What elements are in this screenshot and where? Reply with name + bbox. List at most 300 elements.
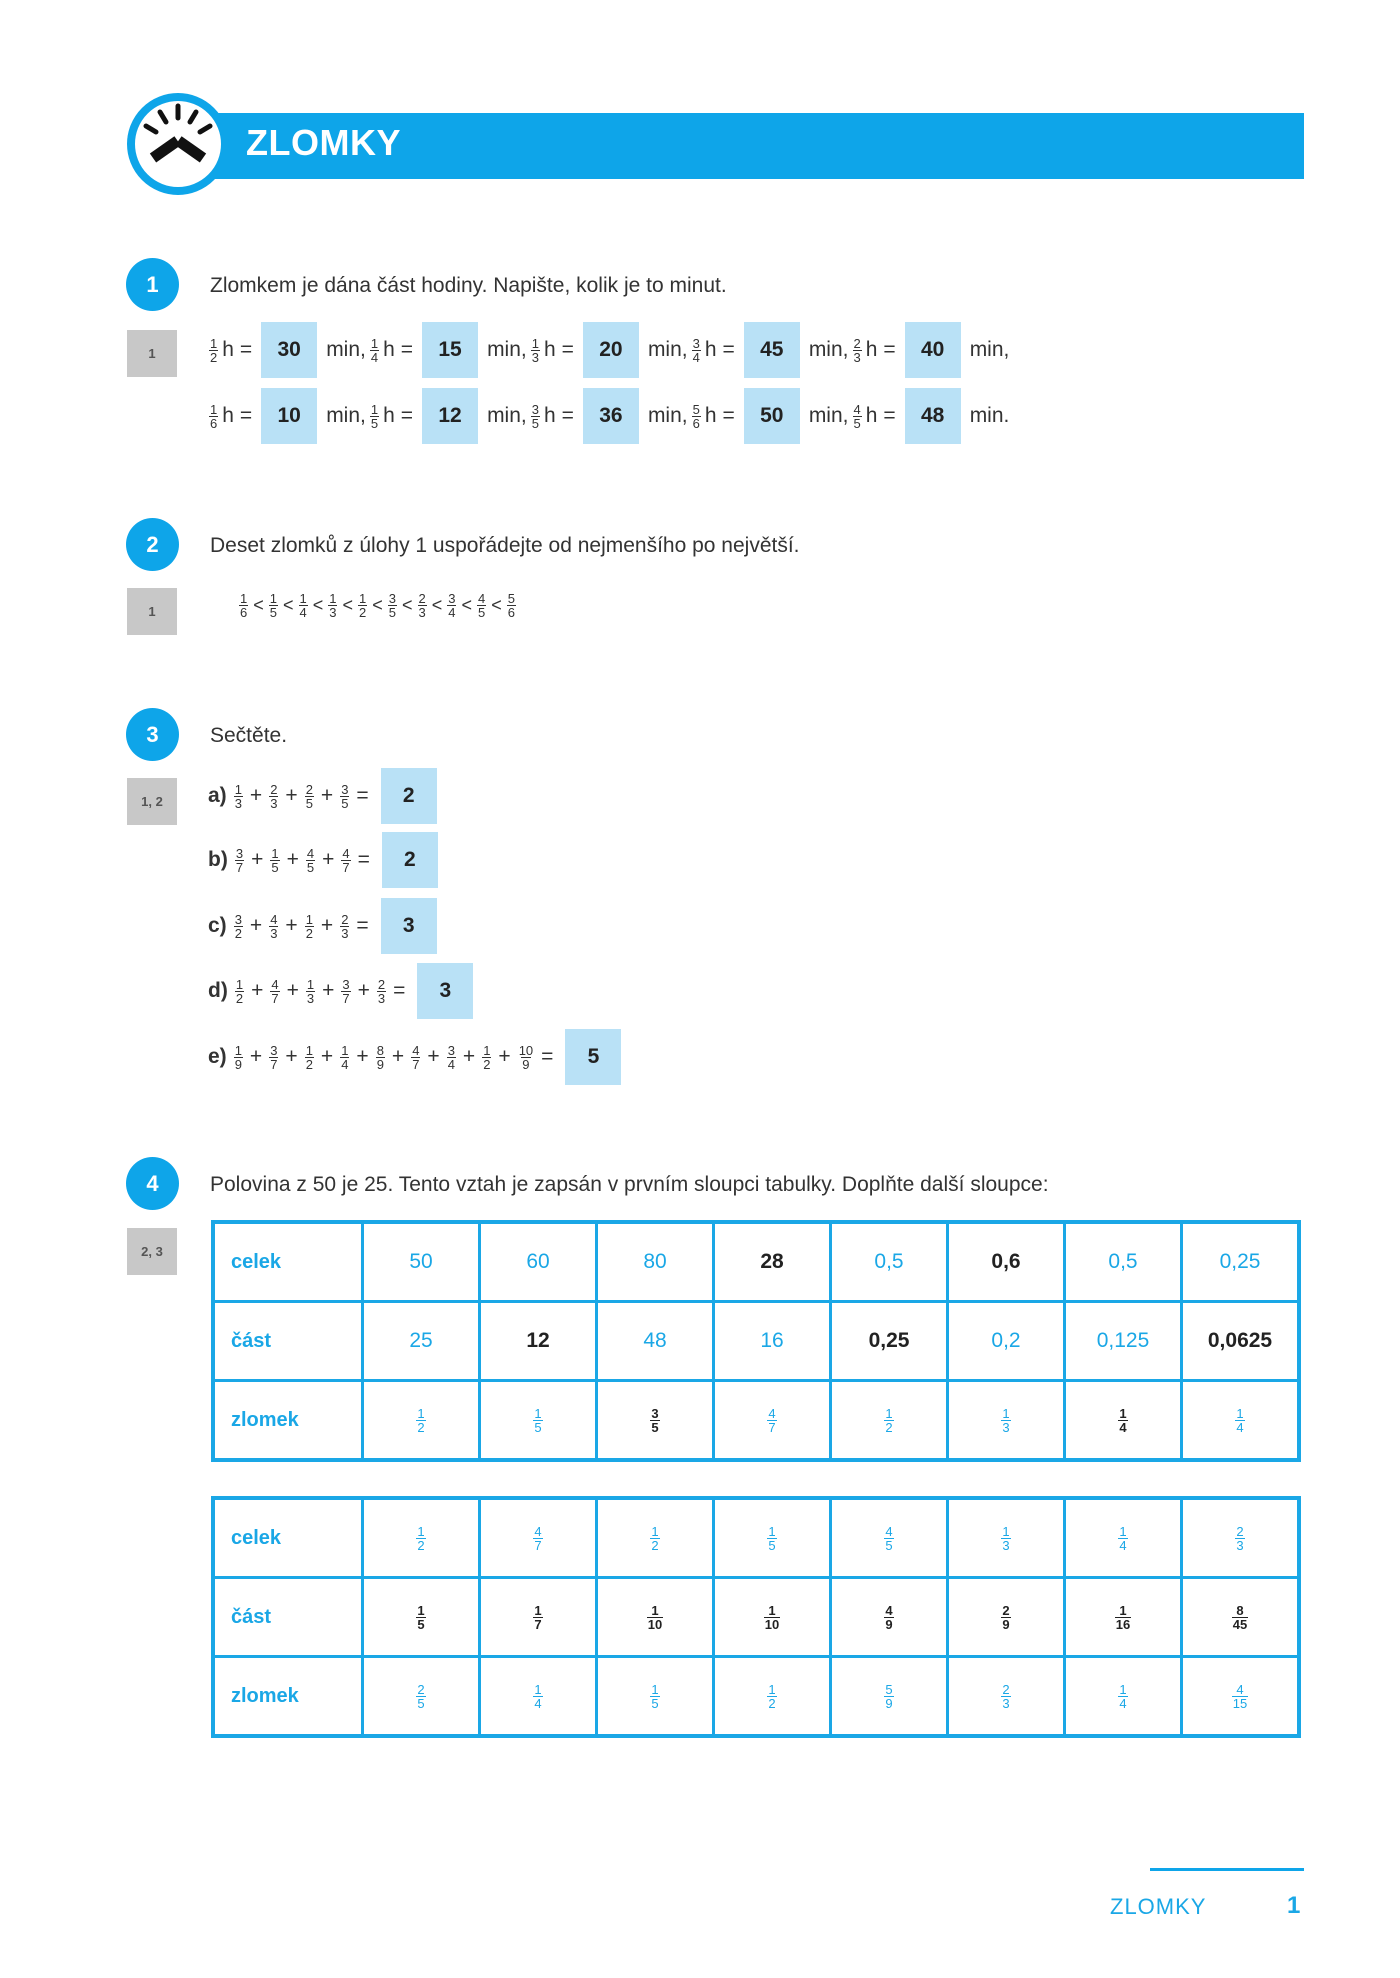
numerator: 2 <box>270 781 278 797</box>
less-than-sign: < <box>401 595 413 615</box>
table-cell <box>1182 1498 1300 1578</box>
task-1-row-1 <box>208 322 1012 378</box>
cell-fraction <box>533 1604 542 1631</box>
numerator: 1 <box>235 976 244 992</box>
cell-fraction <box>1001 1604 1010 1631</box>
numerator: 1 <box>305 911 313 927</box>
sum-row <box>208 768 443 824</box>
task-1-number: 1 <box>126 258 179 311</box>
plus-sign: + <box>320 914 334 937</box>
denominator: 7 <box>342 990 350 1006</box>
unit-label: h <box>704 404 717 427</box>
numerator: 4 <box>768 1405 776 1421</box>
answer-minutes: 40 <box>905 322 961 378</box>
numerator: 1 <box>768 1681 776 1697</box>
task-1-row-2 <box>208 388 1012 444</box>
sum-label: a) <box>208 784 227 807</box>
cell-fraction <box>647 1604 663 1631</box>
table-cell <box>480 1498 597 1578</box>
numerator: 1 <box>1119 1681 1127 1697</box>
denominator: 5 <box>370 415 379 431</box>
numerator: 1 <box>210 335 218 351</box>
table-cell <box>1182 1657 1300 1737</box>
unit-label: h <box>222 338 234 361</box>
denominator: 5 <box>271 859 279 875</box>
plus-sign: + <box>249 1045 263 1068</box>
hour-fraction <box>209 403 218 430</box>
numerator: 10 <box>518 1042 534 1058</box>
denominator: 9 <box>1002 1616 1010 1632</box>
denominator: 2 <box>305 925 313 941</box>
table-row <box>213 1222 1299 1302</box>
equals-sign: = <box>883 338 896 361</box>
page-number: 1 <box>1287 1892 1301 1919</box>
numerator: 1 <box>417 1405 425 1421</box>
hour-fraction <box>209 337 218 364</box>
addend-fraction <box>377 978 386 1005</box>
equals-sign: = <box>393 979 406 1002</box>
table-cell <box>831 1657 948 1737</box>
numerator: 1 <box>234 781 242 797</box>
cell-fraction <box>533 1407 542 1434</box>
denominator: 3 <box>1002 1537 1010 1553</box>
denominator: 7 <box>270 1056 278 1072</box>
less-than-sign: < <box>342 595 353 615</box>
unit-label: min, <box>647 404 688 427</box>
denominator: 4 <box>1236 1419 1244 1435</box>
plus-sign: + <box>285 914 298 937</box>
numerator: 8 <box>1236 1602 1244 1618</box>
unit-label: min. <box>969 404 1010 427</box>
denominator: 3 <box>306 990 315 1006</box>
table-cell <box>831 1222 948 1302</box>
addend-fraction <box>340 913 349 940</box>
denominator: 2 <box>305 1056 313 1072</box>
plus-sign: + <box>427 1045 440 1068</box>
numerator: 1 <box>885 1405 893 1421</box>
denominator: 4 <box>1119 1537 1127 1553</box>
unit-label: min, <box>969 338 1010 361</box>
table-cell <box>714 1381 831 1461</box>
plus-sign: + <box>322 848 335 871</box>
denominator: 3 <box>329 605 337 620</box>
plus-sign: + <box>322 979 335 1002</box>
unit-label: h <box>704 338 717 361</box>
denominator: 3 <box>341 925 349 941</box>
denominator: 2 <box>359 605 367 620</box>
sum-row <box>208 963 479 1019</box>
task-1-tag: 1 <box>127 330 177 377</box>
sum-label: e) <box>208 1045 227 1068</box>
numerator: 1 <box>341 1042 349 1058</box>
numerator: 2 <box>418 591 426 606</box>
table-cell <box>363 1222 480 1302</box>
ordered-fraction <box>299 592 308 619</box>
sum-answer: 3 <box>381 898 437 954</box>
table-cell <box>714 1222 831 1302</box>
table-cell <box>480 1578 597 1657</box>
plus-sign: + <box>249 914 263 937</box>
denominator: 6 <box>692 415 700 431</box>
numerator: 3 <box>341 781 349 797</box>
unit-label: h <box>543 338 556 361</box>
less-than-sign: < <box>253 595 264 615</box>
ordered-fraction <box>477 592 486 619</box>
numerator: 3 <box>342 976 350 992</box>
numerator: 1 <box>651 1523 659 1539</box>
footer-rule <box>1150 1868 1304 1871</box>
table-cell <box>363 1302 480 1381</box>
denominator: 7 <box>768 1419 776 1435</box>
cell-value: 0,2 <box>991 1329 1021 1352</box>
numerator: 5 <box>692 401 700 417</box>
less-than-sign: < <box>312 595 324 615</box>
denominator: 3 <box>418 605 426 620</box>
numerator: 1 <box>1119 1602 1127 1618</box>
addend-fraction <box>340 783 349 810</box>
numerator: 2 <box>377 976 386 992</box>
answer-minutes: 12 <box>422 388 478 444</box>
unit-label: min, <box>326 404 366 427</box>
cell-fraction <box>650 1525 659 1552</box>
numerator: 1 <box>1119 1523 1127 1539</box>
answer-minutes: 45 <box>744 322 800 378</box>
less-than-sign: < <box>461 595 472 615</box>
plus-sign: + <box>251 979 264 1002</box>
denominator: 9 <box>885 1695 893 1711</box>
table-row <box>213 1657 1299 1737</box>
addend-fraction <box>306 978 315 1005</box>
task-4-prompt: Polovina z 50 je 25. Tento vztah je zapsán v prvním sloupci tabulky. Doplňte další sloupce: <box>210 1173 1049 1196</box>
equals-sign: = <box>356 914 369 937</box>
addend-fraction <box>269 913 278 940</box>
addend-fraction <box>482 1044 491 1071</box>
addend-fraction <box>235 847 244 874</box>
cell-fraction <box>884 1683 893 1710</box>
numerator: 5 <box>507 591 515 606</box>
numerator: 1 <box>370 335 379 351</box>
cell-value: 0,5 <box>874 1250 904 1273</box>
numerator: 3 <box>651 1405 659 1421</box>
denominator: 9 <box>376 1056 384 1072</box>
denominator: 5 <box>534 1419 542 1435</box>
numerator: 4 <box>412 1042 420 1058</box>
table-cell <box>831 1578 948 1657</box>
table-row <box>213 1578 1299 1657</box>
table-cell <box>363 1657 480 1737</box>
cell-fraction <box>767 1683 776 1710</box>
equals-sign: = <box>561 338 574 361</box>
task-4-tag: 2, 3 <box>127 1228 177 1275</box>
denominator: 10 <box>764 1616 780 1632</box>
denominator: 45 <box>1232 1616 1248 1632</box>
addend-fraction <box>270 847 279 874</box>
table-cell <box>1065 1222 1182 1302</box>
denominator: 2 <box>417 1419 425 1435</box>
numerator: 1 <box>370 401 379 417</box>
unit-label: h <box>383 338 395 361</box>
cell-value: 0,25 <box>1219 1250 1261 1273</box>
numerator: 1 <box>417 1523 425 1539</box>
denominator: 6 <box>507 605 515 620</box>
cell-fraction <box>884 1407 893 1434</box>
denominator: 2 <box>417 1537 425 1553</box>
cell-value: 80 <box>643 1250 667 1273</box>
numerator: 1 <box>651 1602 659 1618</box>
numerator: 1 <box>299 591 307 606</box>
cell-fraction <box>416 1683 425 1710</box>
table-cell <box>948 1381 1065 1461</box>
numerator: 1 <box>359 591 367 606</box>
denominator: 4 <box>299 605 307 620</box>
denominator: 2 <box>234 925 242 941</box>
table-cell <box>363 1578 480 1657</box>
hour-fraction <box>853 337 862 364</box>
sum-answer: 2 <box>381 768 437 824</box>
denominator: 2 <box>885 1419 893 1435</box>
table-row <box>213 1302 1299 1381</box>
numerator: 1 <box>306 976 315 992</box>
equals-sign: = <box>883 404 896 427</box>
denominator: 5 <box>651 1695 659 1711</box>
denominator: 3 <box>1236 1537 1244 1553</box>
table-cell <box>597 1381 714 1461</box>
denominator: 9 <box>885 1616 893 1632</box>
denominator: 5 <box>768 1537 776 1553</box>
table-cell <box>714 1498 831 1578</box>
denominator: 3 <box>1002 1695 1010 1711</box>
numerator: 2 <box>1236 1523 1244 1539</box>
cell-fraction <box>884 1604 893 1631</box>
addend-fraction <box>341 978 350 1005</box>
denominator: 3 <box>270 795 278 811</box>
addend-fraction <box>305 783 314 810</box>
denominator: 4 <box>1119 1419 1127 1435</box>
denominator: 4 <box>692 349 700 365</box>
denominator: 3 <box>853 349 861 365</box>
plus-sign: + <box>391 1045 405 1068</box>
cell-value: 48 <box>643 1329 667 1352</box>
numerator: 2 <box>341 911 349 927</box>
numerator: 3 <box>234 911 242 927</box>
addend-fraction <box>340 1044 349 1071</box>
numerator: 4 <box>534 1523 542 1539</box>
less-than-sign: < <box>491 595 502 615</box>
denominator: 5 <box>306 859 315 875</box>
table-cell <box>597 1302 714 1381</box>
denominator: 5 <box>305 795 313 811</box>
denominator: 5 <box>341 795 349 811</box>
denominator: 7 <box>534 1616 542 1632</box>
table-cell <box>363 1498 480 1578</box>
equals-sign: = <box>239 404 253 427</box>
denominator: 2 <box>651 1537 659 1553</box>
numerator: 1 <box>329 591 337 606</box>
plus-sign: + <box>285 1045 298 1068</box>
addend-fraction <box>270 978 279 1005</box>
numerator: 1 <box>234 1042 242 1058</box>
cell-fraction <box>533 1683 542 1710</box>
hour-fraction <box>531 403 540 430</box>
denominator: 7 <box>235 859 244 875</box>
cell-fraction <box>1001 1525 1010 1552</box>
less-than-sign: < <box>431 595 443 615</box>
denominator: 3 <box>1002 1419 1010 1435</box>
numerator: 5 <box>885 1681 893 1697</box>
addend-fraction <box>411 1044 420 1071</box>
cell-value: 0,125 <box>1096 1329 1150 1352</box>
denominator: 3 <box>531 349 539 365</box>
cell-value: 0,5 <box>1108 1250 1138 1273</box>
table-cell <box>1065 1381 1182 1461</box>
numerator: 1 <box>305 1042 313 1058</box>
plus-sign: + <box>285 784 298 807</box>
numerator: 3 <box>692 335 700 351</box>
fraction-logo-icon <box>126 92 230 196</box>
numerator: 1 <box>240 591 248 606</box>
denominator: 2 <box>768 1695 776 1711</box>
hour-fraction <box>692 337 701 364</box>
denominator: 5 <box>269 605 277 620</box>
table-row <box>213 1498 1299 1578</box>
sum-label: b) <box>208 848 228 871</box>
numerator: 3 <box>270 1042 278 1058</box>
table-cell <box>363 1381 480 1461</box>
sum-row <box>208 898 443 954</box>
denominator: 3 <box>270 925 278 941</box>
denominator: 5 <box>417 1695 425 1711</box>
table-cell <box>948 1222 1065 1302</box>
ordered-fraction <box>239 592 248 619</box>
cell-fraction <box>1118 1683 1127 1710</box>
unit-label: min, <box>326 338 366 361</box>
table-cell <box>1182 1381 1300 1461</box>
task-1-prompt: Zlomkem je dána část hodiny. Napište, kolik je to minut. <box>210 274 727 297</box>
plus-sign: + <box>286 848 299 871</box>
table-cell <box>480 1381 597 1461</box>
table-cell <box>1065 1657 1182 1737</box>
answer-minutes: 36 <box>583 388 639 444</box>
denominator: 4 <box>341 1056 349 1072</box>
numerator: 2 <box>305 781 313 797</box>
denominator: 9 <box>234 1056 242 1072</box>
addend-fraction <box>234 783 243 810</box>
ordered-fraction <box>358 592 367 619</box>
task-3-prompt: Sečtěte. <box>210 724 288 747</box>
denominator: 7 <box>342 859 350 875</box>
numerator: 4 <box>342 845 350 861</box>
addend-fraction <box>234 1044 243 1071</box>
ordered-fraction <box>507 592 516 619</box>
table-cell <box>714 1657 831 1737</box>
numerator: 4 <box>271 976 279 992</box>
cell-fraction <box>1118 1525 1127 1552</box>
numerator: 1 <box>210 401 218 417</box>
denominator: 4 <box>370 349 379 365</box>
unit-label: h <box>543 404 556 427</box>
table-row <box>213 1381 1299 1461</box>
numerator: 1 <box>1002 1405 1010 1421</box>
numerator: 1 <box>271 845 279 861</box>
addend-fraction <box>234 913 243 940</box>
plus-sign: + <box>498 1045 511 1068</box>
numerator: 1 <box>768 1602 776 1618</box>
row-header: celek <box>213 1222 363 1302</box>
table-cell <box>480 1657 597 1737</box>
table-cell <box>597 1578 714 1657</box>
denominator: 10 <box>647 1616 663 1632</box>
cell-fraction <box>1235 1525 1244 1552</box>
cell-value: 16 <box>760 1329 784 1352</box>
row-header: část <box>213 1578 363 1657</box>
denominator: 7 <box>534 1537 542 1553</box>
numerator: 2 <box>1002 1602 1010 1618</box>
cell-fraction <box>1235 1407 1244 1434</box>
cell-fraction <box>1115 1604 1131 1631</box>
denominator: 9 <box>522 1056 530 1072</box>
denominator: 4 <box>534 1695 542 1711</box>
hour-fraction <box>370 337 379 364</box>
cell-value: 12 <box>526 1329 550 1352</box>
addend-fraction <box>447 1044 456 1071</box>
task-2-prompt: Deset zlomků z úlohy 1 uspořádejte od nejmenšího po největší. <box>210 534 800 557</box>
ordered-fraction <box>328 592 337 619</box>
cell-fraction <box>416 1604 425 1631</box>
denominator: 4 <box>447 1056 455 1072</box>
unit-label: h <box>865 404 878 427</box>
sum-answer: 5 <box>565 1029 621 1085</box>
addend-fraction <box>305 913 314 940</box>
cell-fraction <box>416 1525 425 1552</box>
equals-sign: = <box>541 1045 554 1068</box>
table-cell <box>948 1302 1065 1381</box>
denominator: 15 <box>1232 1695 1248 1711</box>
denominator: 5 <box>853 415 861 431</box>
denominator: 5 <box>478 605 486 620</box>
denominator: 5 <box>417 1616 425 1632</box>
numerator: 1 <box>1002 1523 1010 1539</box>
addend-fraction <box>269 783 278 810</box>
cell-fraction <box>1232 1683 1248 1710</box>
table-cell <box>597 1498 714 1578</box>
numerator: 4 <box>306 845 315 861</box>
numerator: 1 <box>531 335 539 351</box>
ordered-fraction <box>388 592 397 619</box>
unit-label: min, <box>487 338 527 361</box>
row-header: část <box>213 1302 363 1381</box>
plus-sign: + <box>462 1045 476 1068</box>
cell-fraction <box>1118 1407 1127 1434</box>
sum-label: c) <box>208 914 227 937</box>
numerator: 2 <box>853 335 861 351</box>
cell-fraction <box>1001 1683 1010 1710</box>
hour-fraction <box>692 403 701 430</box>
addend-fraction <box>235 978 244 1005</box>
row-header: celek <box>213 1498 363 1578</box>
table-cell <box>831 1498 948 1578</box>
denominator: 6 <box>210 415 218 431</box>
equals-sign: = <box>357 848 370 871</box>
equals-sign: = <box>561 404 574 427</box>
denominator: 5 <box>531 415 539 431</box>
cell-fraction <box>416 1407 425 1434</box>
plus-sign: + <box>320 784 334 807</box>
unit-label: min, <box>647 338 688 361</box>
table-cell <box>714 1302 831 1381</box>
unit-label: min, <box>487 404 527 427</box>
cell-fraction <box>650 1683 659 1710</box>
table-cell <box>1182 1578 1300 1657</box>
